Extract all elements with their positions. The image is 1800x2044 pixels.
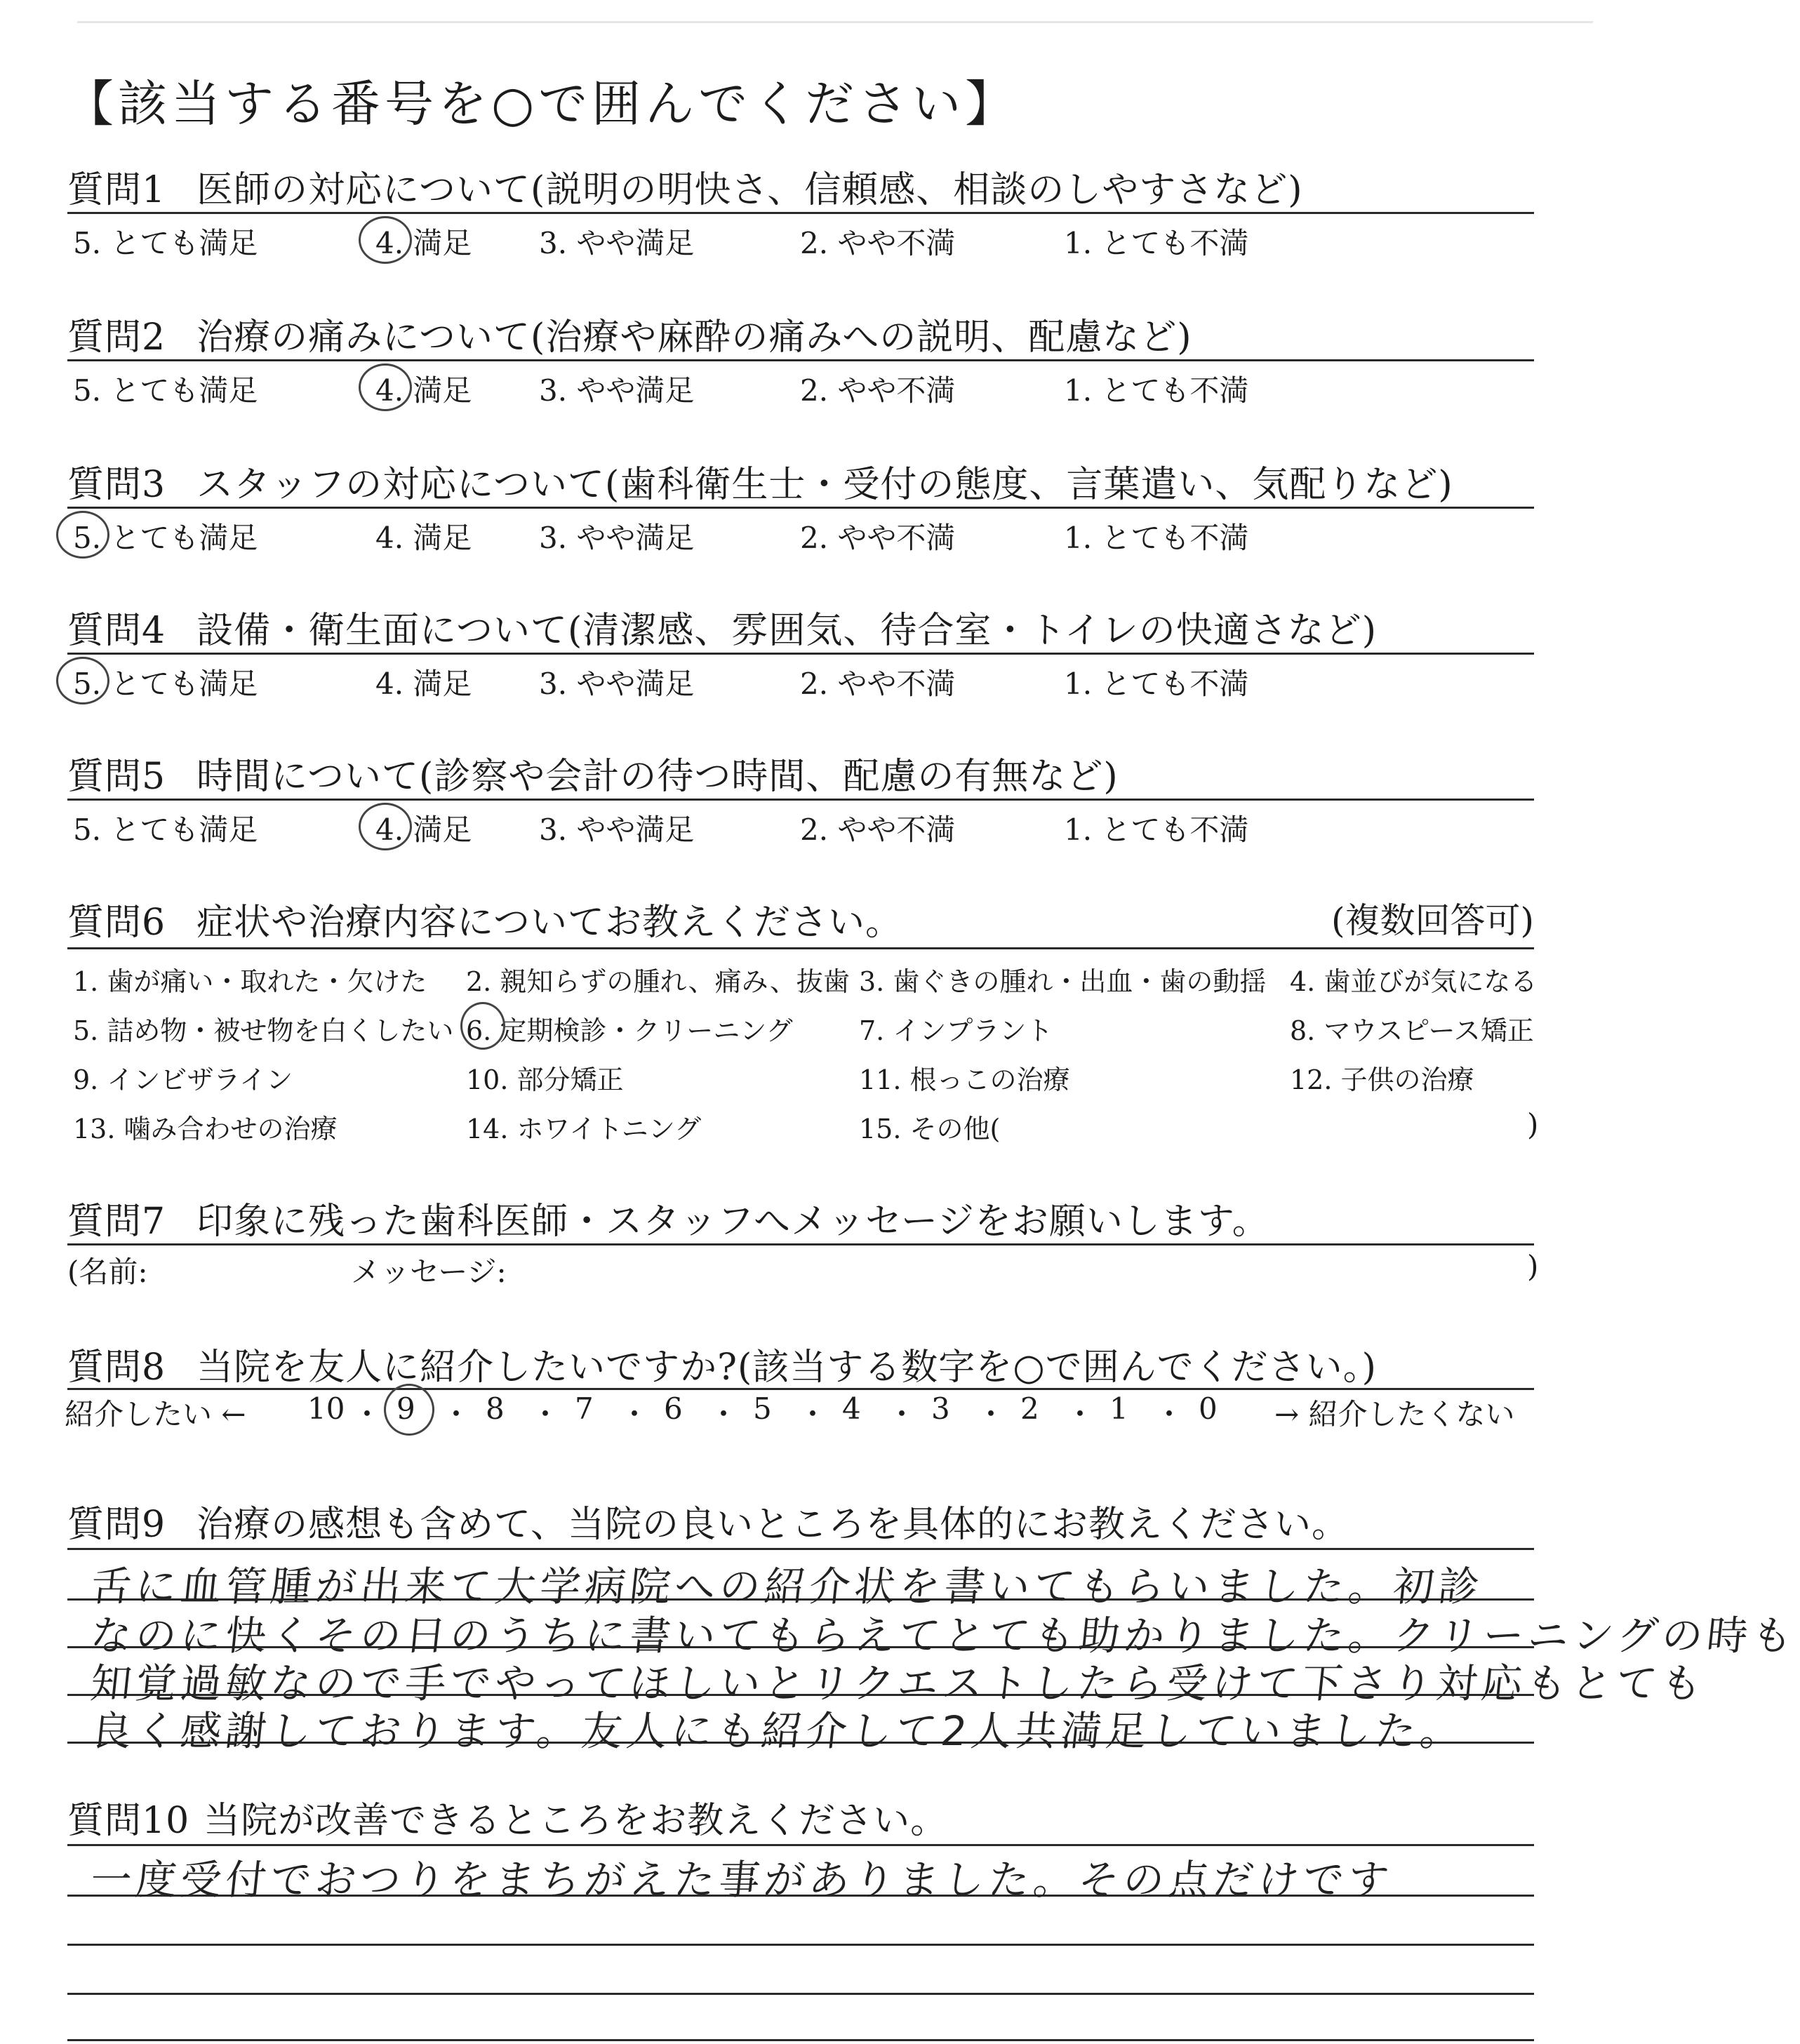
q3-option[interactable]: 5. とても満足 <box>73 521 258 555</box>
q8-option[interactable]: 6 <box>664 1391 683 1426</box>
q6-option[interactable]: 10. 部分矯正 <box>466 1064 624 1095</box>
q6-multiple-note: (複数回答可) <box>1331 900 1534 941</box>
q3-option[interactable]: 4. 満足 <box>375 521 472 555</box>
q8-left-label: 紹介したい ← <box>65 1397 246 1431</box>
q6-number: 質問6 <box>67 902 166 944</box>
q1-rule <box>67 212 1534 214</box>
q6-option[interactable]: 1. 歯が痛い・取れた・欠けた <box>73 966 427 997</box>
q10-answer-rule <box>67 1944 1534 1946</box>
q6-option[interactable]: 9. インビザライン <box>73 1064 293 1095</box>
q1-number: 質問1 <box>67 169 166 211</box>
q1-option[interactable]: 1. とても不満 <box>1064 226 1249 260</box>
q4-text: 設備・衛生面について(清潔感、雰囲気、待合室・トイレの快適さなど) <box>196 610 1378 652</box>
q2-number: 質問2 <box>67 316 166 359</box>
q3-rule <box>67 507 1534 509</box>
q6-option[interactable]: 7. インプラント <box>859 1015 1053 1046</box>
q8-text: 当院を友人に紹介したいですか?(該当する数字を○で囲んでください。) <box>196 1347 1377 1389</box>
q6-option[interactable]: 6. 定期検診・クリーニング <box>466 1015 793 1046</box>
q6-option[interactable]: 13. 噛み合わせの治療 <box>73 1114 338 1144</box>
q6-option[interactable]: 15. その他( <box>859 1114 1001 1144</box>
q6-option[interactable]: 4. 歯並びが気になる <box>1290 966 1538 997</box>
q8-separator: ・ <box>887 1397 917 1431</box>
q5-option[interactable]: 3. やや満足 <box>539 813 695 847</box>
q3-option[interactable]: 1. とても不満 <box>1064 521 1249 555</box>
q3-number: 質問3 <box>67 464 166 506</box>
q8-option[interactable]: 1 <box>1109 1391 1128 1426</box>
q8-right-label: → 紹介したくない <box>1274 1397 1515 1431</box>
q4-number: 質問4 <box>67 610 166 652</box>
q7-title <box>67 1191 1269 1244</box>
q7-message-label: メッセージ: <box>351 1255 507 1289</box>
q6-option[interactable]: 5. 詰め物・被せ物を白くしたい <box>73 1015 454 1046</box>
q7-number: 質問7 <box>67 1201 166 1243</box>
q8-rule <box>67 1388 1534 1390</box>
q2-option[interactable]: 4. 満足 <box>375 373 472 408</box>
q8-option[interactable]: 4 <box>842 1391 861 1426</box>
q8-selection-circle <box>384 1384 434 1436</box>
q6-option[interactable]: 12. 子供の治療 <box>1290 1064 1474 1095</box>
q9-number: 質問9 <box>67 1504 166 1546</box>
q3-option[interactable]: 3. やや満足 <box>539 521 695 555</box>
q2-selection-circle <box>359 363 412 411</box>
q9-answer-line: なのに快くその日のうちに書いてもらえてとても助かりました。クリーニングの時も <box>88 1612 1799 1659</box>
q6-option[interactable]: 14. ホワイトニング <box>466 1114 702 1144</box>
q9-text: 治療の感想も含めて、当院の良いところを具体的にお教えください。 <box>196 1504 1349 1546</box>
q5-rule <box>67 799 1534 801</box>
q5-number: 質問5 <box>67 756 166 798</box>
q9-answer-line: 舌に血管腫が出来て大学病院への紹介状を書いてもらいました。初診 <box>88 1563 1486 1610</box>
q2-text: 治療の痛みについて(治療や麻酔の痛みへの説明、配慮など) <box>196 316 1192 359</box>
q10-answer-line: 一度受付でおつりをまちがえた事がありました。その点だけです <box>88 1856 1396 1904</box>
q4-option[interactable]: 2. やや不満 <box>800 667 956 701</box>
q1-option[interactable]: 2. やや不満 <box>800 226 956 260</box>
q2-title <box>67 307 1192 360</box>
q8-separator: ・ <box>976 1397 1006 1431</box>
q9-answer-line: 良く感謝しております。友人にも紹介して2人共満足していました。 <box>88 1707 1468 1755</box>
q6-close-paren: ) <box>1527 1107 1539 1142</box>
q4-rule <box>67 653 1534 655</box>
q8-separator: ・ <box>531 1397 561 1431</box>
q5-title <box>67 747 1119 799</box>
q8-option[interactable]: 5 <box>753 1391 772 1426</box>
q3-title <box>67 455 1453 507</box>
q10-rule <box>67 1844 1534 1846</box>
q8-separator: ・ <box>441 1397 472 1431</box>
q6-rule <box>67 947 1534 949</box>
q1-title <box>67 160 1303 213</box>
q5-option[interactable]: 4. 満足 <box>375 813 472 847</box>
q5-option[interactable]: 5. とても満足 <box>73 813 258 847</box>
q8-separator: ・ <box>1154 1397 1185 1431</box>
q8-number: 質問8 <box>67 1347 166 1389</box>
q6-option[interactable]: 3. 歯ぐきの腫れ・出血・歯の動揺 <box>859 966 1267 997</box>
q9-title <box>67 1495 1349 1547</box>
q8-option[interactable]: 8 <box>486 1391 505 1426</box>
q4-option[interactable]: 1. とても不満 <box>1064 667 1249 701</box>
q8-separator: ・ <box>1065 1397 1095 1431</box>
q10-text: 当院が改善できるところをお教えください。 <box>204 1800 948 1842</box>
q4-title <box>67 601 1377 653</box>
q2-rule <box>67 359 1534 361</box>
q9-answer-line: 知覚過敏なので手でやってほしいとリクエストしたら受けて下さり対応もとても <box>88 1659 1709 1707</box>
q8-option[interactable]: 2 <box>1020 1391 1039 1426</box>
page-title: 【該当する番号を○で囲んでください】 <box>65 75 1019 133</box>
q7-rule <box>67 1243 1534 1245</box>
q3-selection-circle <box>56 511 109 559</box>
page-top-edge <box>77 21 1593 23</box>
q3-text: スタッフの対応について(歯科衛生士・受付の態度、言葉遣い、気配りなど) <box>196 464 1453 506</box>
q7-name-label: (名前: <box>67 1255 148 1289</box>
q2-option[interactable]: 5. とても満足 <box>73 373 258 408</box>
q6-title <box>67 893 902 945</box>
q6-text: 症状や治療内容についてお教えください。 <box>196 902 903 944</box>
q6-option[interactable]: 8. マウスピース矯正 <box>1290 1015 1534 1046</box>
q1-text: 医師の対応について(説明の明快さ、信頼感、相談のしやすさなど) <box>196 169 1303 211</box>
q8-title <box>67 1337 1377 1390</box>
q2-option[interactable]: 2. やや不満 <box>800 373 956 408</box>
q8-separator: ・ <box>352 1397 382 1431</box>
q10-title <box>67 1791 947 1843</box>
q2-option[interactable]: 3. やや満足 <box>539 373 695 408</box>
q8-option[interactable]: 3 <box>931 1391 950 1426</box>
q6-selection-circle <box>460 1002 505 1050</box>
q8-separator: ・ <box>709 1397 739 1431</box>
q4-option[interactable]: 5. とても満足 <box>73 667 258 701</box>
q7-text: 印象に残った歯科医師・スタッフへメッセージをお願いします。 <box>196 1201 1269 1243</box>
q8-separator: ・ <box>798 1397 828 1431</box>
q5-selection-circle <box>359 803 412 850</box>
q10-answer-rule <box>67 1993 1534 1995</box>
q4-selection-circle <box>56 657 109 704</box>
q5-text: 時間について(診察や会計の待つ時間、配慮の有無など) <box>196 756 1119 798</box>
q10-number: 質問10 <box>67 1800 190 1842</box>
q8-option[interactable]: 10 <box>307 1391 345 1426</box>
q1-option[interactable]: 5. とても満足 <box>73 226 258 260</box>
q1-option[interactable]: 4. 満足 <box>375 226 472 260</box>
q8-separator: ・ <box>620 1397 650 1431</box>
q1-option[interactable]: 3. やや満足 <box>539 226 695 260</box>
q2-option[interactable]: 1. とても不満 <box>1064 373 1249 408</box>
q9-rule <box>67 1548 1534 1550</box>
q8-option[interactable]: 0 <box>1199 1391 1218 1426</box>
q4-option[interactable]: 4. 満足 <box>375 667 472 701</box>
q6-option[interactable]: 2. 親知らずの腫れ、痛み、抜歯 <box>466 966 850 997</box>
q5-option[interactable]: 2. やや不満 <box>800 813 956 847</box>
q1-selection-circle <box>359 216 412 264</box>
q6-option[interactable]: 11. 根っこの治療 <box>859 1064 1070 1095</box>
q8-option[interactable]: 7 <box>575 1391 594 1426</box>
q10-answer-rule <box>67 2039 1534 2041</box>
q4-option[interactable]: 3. やや満足 <box>539 667 695 701</box>
q8-option[interactable]: 9 <box>396 1391 415 1426</box>
q5-option[interactable]: 1. とても不満 <box>1064 813 1249 847</box>
q3-option[interactable]: 2. やや不満 <box>800 521 956 555</box>
q7-close-paren: ) <box>1527 1249 1539 1283</box>
